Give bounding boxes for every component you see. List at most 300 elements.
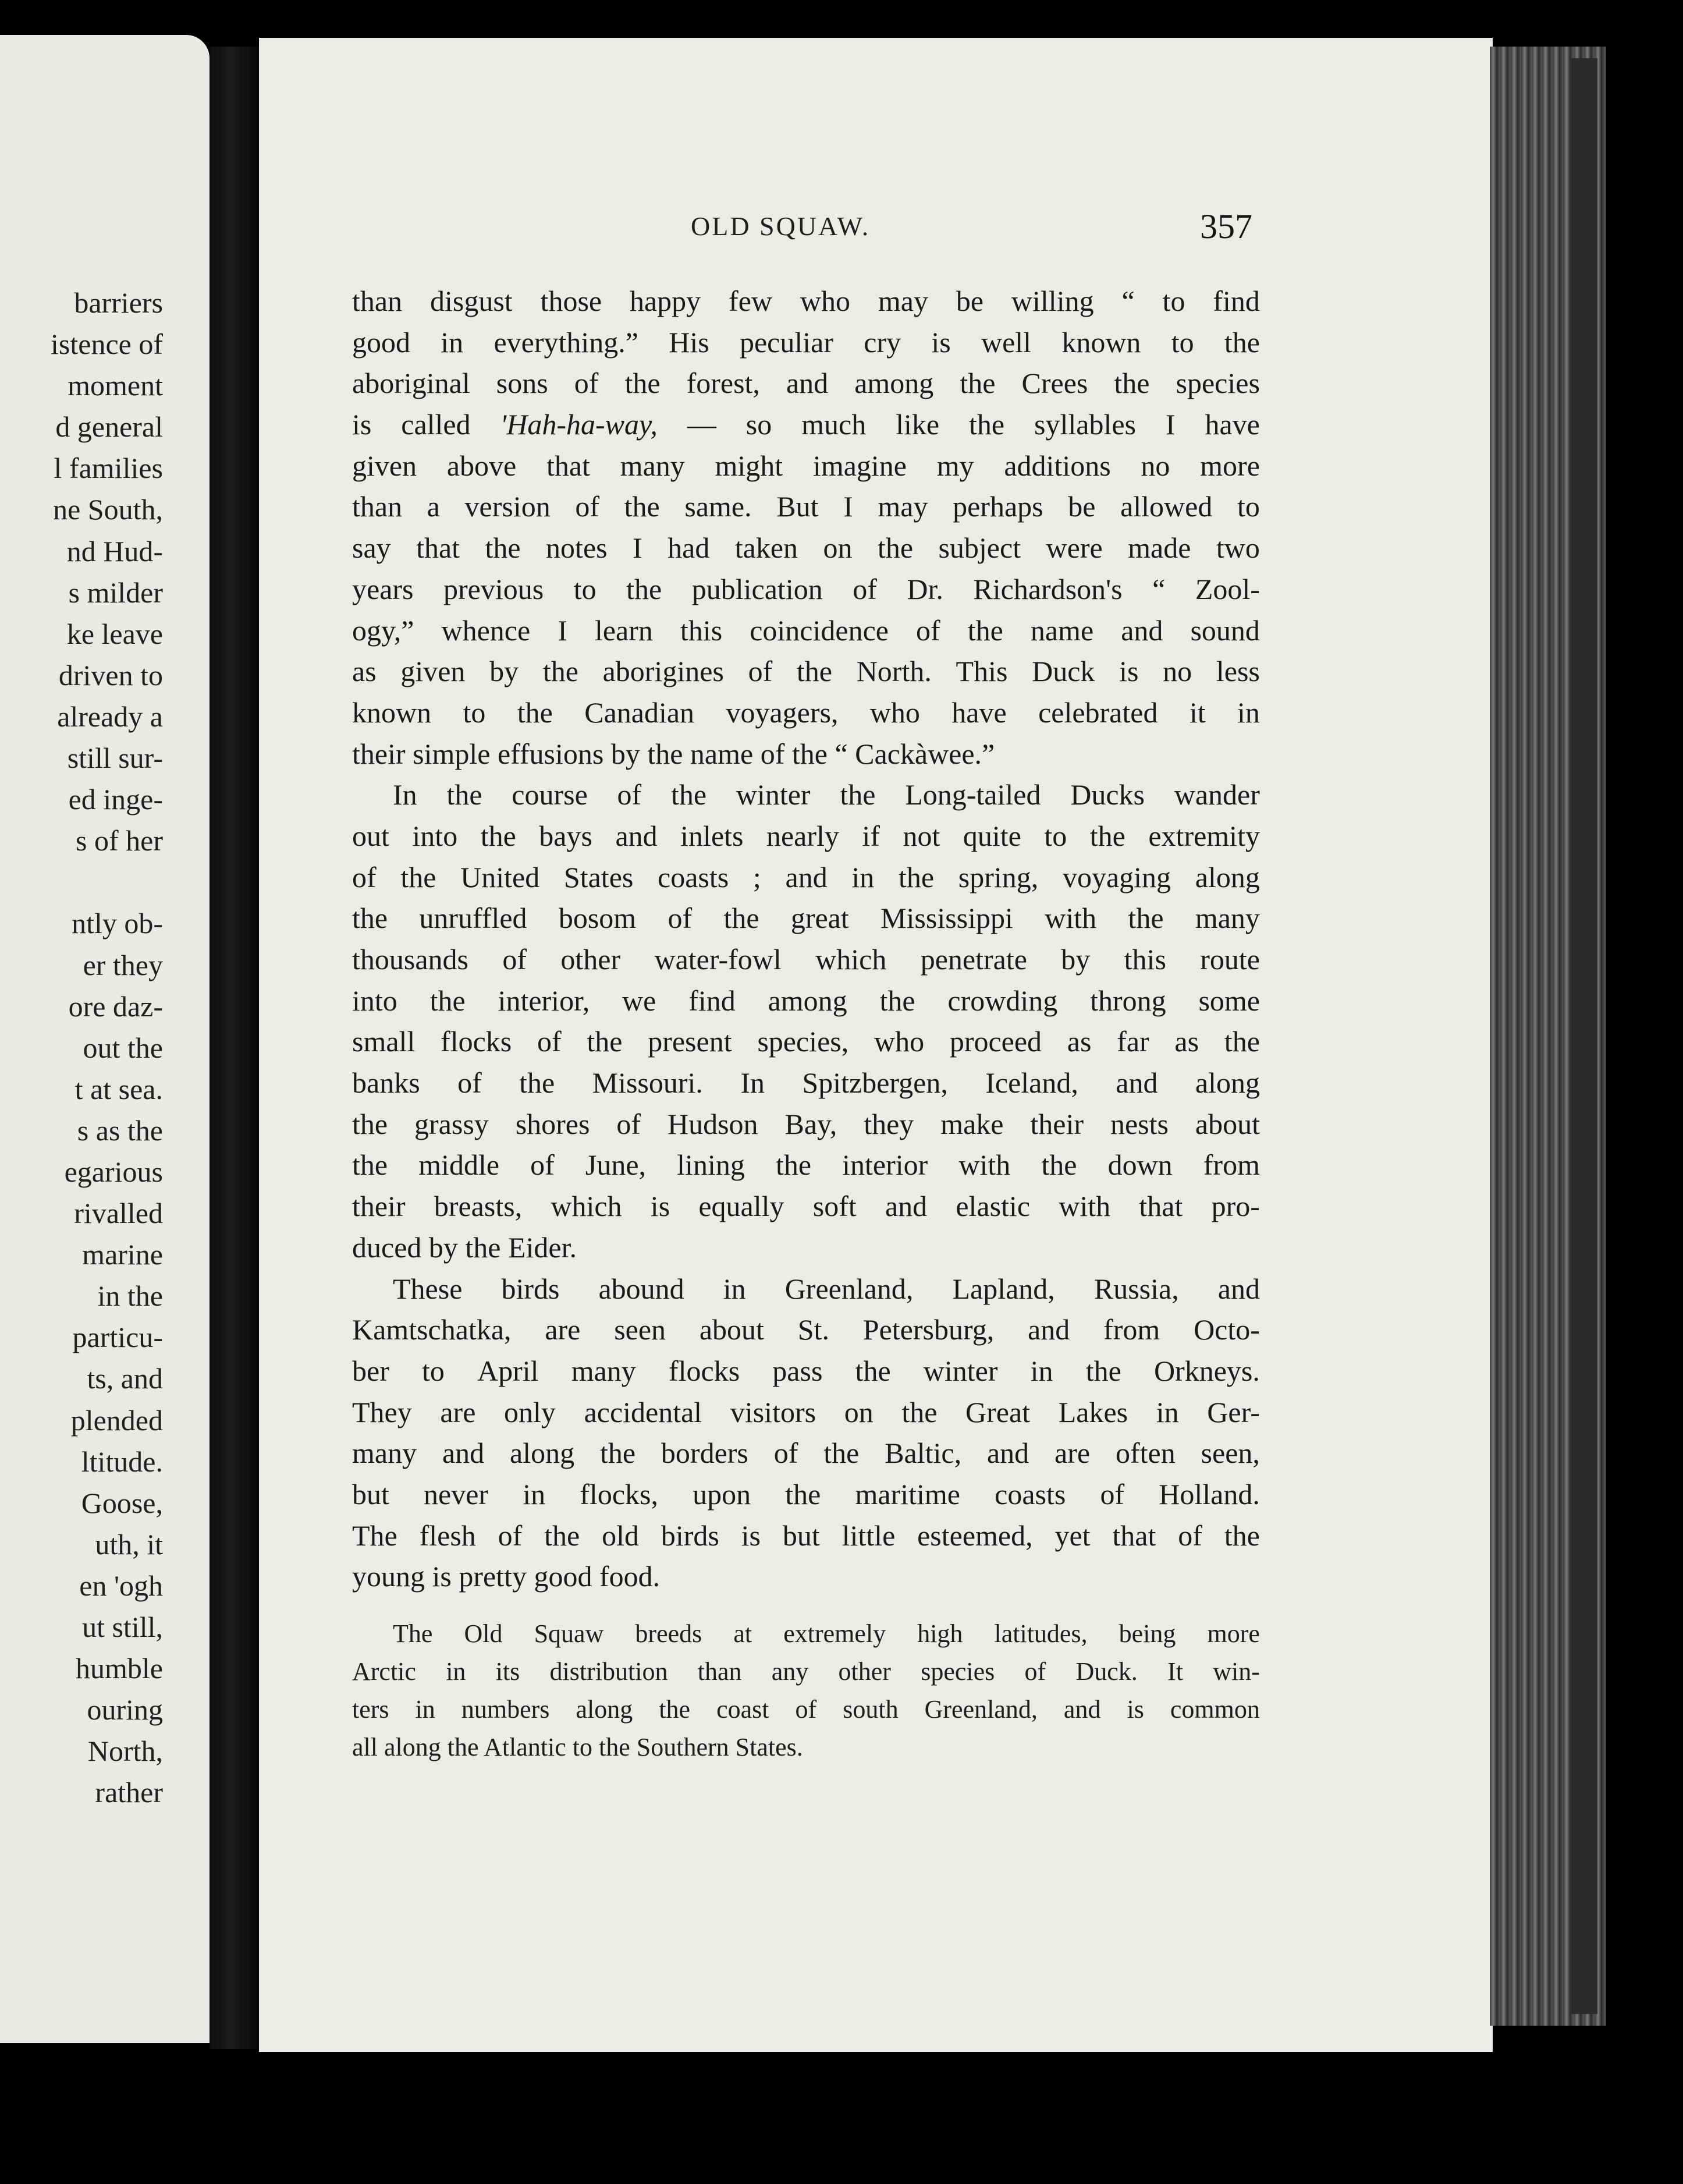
word: quite [963,819,1021,852]
word: flesh [419,1519,476,1552]
word: called [401,408,471,441]
word: of [616,1107,641,1140]
text-line [352,322,1260,363]
word: of [1100,1477,1125,1511]
word: publication [691,572,823,605]
word: coincidence [750,614,889,647]
word: who [869,696,920,729]
word: the [899,860,935,894]
word: of [916,614,940,647]
facing-page-line: North, [87,1735,163,1768]
word: out [352,819,389,852]
word: perhaps [953,490,1043,523]
word: of [352,860,377,894]
word: the [352,1148,388,1182]
word: given [352,449,417,482]
word: in [723,1272,746,1305]
word: throng [1090,984,1166,1017]
facing-page-line: humble [76,1652,163,1685]
word: the [960,367,996,400]
word: Crees [1021,367,1088,400]
word: flocks, [580,1477,658,1511]
word: seen, [1201,1437,1260,1470]
word: Duck [1032,655,1095,688]
word: their [352,1190,406,1223]
word: and [1063,1695,1101,1724]
word: many [620,449,685,482]
word: and [1121,614,1163,647]
word: Bay, [784,1107,837,1140]
word: and [442,1437,485,1470]
running-title: OLD SQUAW. [691,211,871,241]
word: some [1198,984,1260,1017]
facing-page-line: ts, and [87,1362,163,1395]
word: visitors [730,1395,816,1428]
word: pass [772,1354,823,1387]
word: the [969,408,1005,441]
note-line [352,1615,1260,1653]
word: to [1171,325,1194,359]
word: the [1089,819,1125,852]
word: well [981,325,1032,359]
word: of [748,655,773,688]
text-line [352,1144,1260,1186]
word: taken [734,531,798,565]
word: the [775,1148,812,1182]
word: lining [677,1148,745,1182]
word: course [512,778,588,811]
word: the [352,1107,388,1140]
word: Greenland, [784,1272,914,1305]
body-text [352,281,1260,1597]
word: their [1030,1107,1084,1140]
word: but [352,1477,389,1511]
word: the [480,819,516,852]
text-line [352,569,1260,610]
word: and [986,1437,1029,1470]
word: the [1085,1354,1121,1387]
word: penetrate [920,943,1027,976]
word: not [903,819,940,852]
word: than [352,490,403,523]
word: on [844,1395,874,1428]
facing-page-line: ouring [87,1693,163,1726]
word: to [421,1354,445,1387]
word: birds [501,1272,560,1305]
note-line [352,1653,1260,1690]
word: as [1174,1025,1199,1058]
word: His [669,325,709,359]
facing-page-line: rivalled [74,1197,163,1230]
word: bosom [558,902,637,935]
word: happy [629,285,701,317]
facing-page-line: ne South, [53,493,163,526]
word: subject [938,531,1021,565]
word: aboriginal [352,367,470,400]
word: the [823,1437,860,1470]
text-line [352,733,1260,775]
word: accidental [584,1395,702,1428]
book-cover-edge [1571,58,1597,2014]
word: more [1207,1619,1260,1648]
word: Russia, [1093,1272,1179,1305]
word: which [815,943,887,976]
word: by [489,655,519,688]
word: is [650,1190,670,1223]
word: species, [757,1025,849,1058]
word: of [498,1519,523,1552]
word: The [352,1519,397,1552]
facing-page-line: ke leave [66,617,163,650]
word: Iceland, [985,1066,1078,1100]
word: St. [797,1313,829,1346]
word: and [885,1190,928,1223]
word: I [843,490,853,523]
word: imagine [812,449,907,482]
word: they [864,1107,914,1140]
text-line [352,1104,1260,1145]
word: is [1119,655,1139,688]
word: are [1054,1437,1091,1470]
text-line [352,1433,1260,1474]
text-line [352,857,1260,898]
facing-page-line: s milder [68,576,163,609]
facing-page-line: barriers [74,286,163,319]
word: we [622,984,656,1017]
text-line [352,1186,1260,1227]
word: Lakes [1058,1395,1128,1428]
word: find [1213,285,1260,317]
word: that [416,531,460,565]
word: In [740,1066,765,1100]
word: nests [1110,1107,1169,1140]
facing-page-line: uth, it [95,1527,163,1561]
word: interior, [498,984,590,1017]
word: a [427,490,440,523]
facing-page-line: nd Hud- [66,534,163,568]
word: in [851,860,875,894]
word: breeds [635,1619,702,1648]
word: additions [1004,449,1111,482]
word: that [546,449,590,482]
text-line [352,898,1260,939]
word: elastic [956,1190,1031,1223]
word: is [1127,1695,1144,1724]
word: only [504,1395,556,1428]
word: win- [1213,1657,1260,1686]
word: in [1030,1354,1053,1387]
word: willing [1011,285,1094,317]
word: who [874,1025,925,1058]
text-line [352,1515,1260,1557]
facing-page-line: Goose, [81,1486,163,1519]
facing-page-line: en 'ogh [79,1569,163,1602]
word: to [1162,285,1185,317]
word: of [795,1695,817,1724]
facing-page-line: t at sea. [74,1072,163,1105]
word: above [446,449,517,482]
word: Lapland, [952,1272,1055,1305]
word: same. [684,490,752,523]
text-line [352,610,1260,651]
word: among [768,984,847,1017]
word: States [563,860,634,894]
word: I [633,531,642,565]
word: I [558,614,567,647]
word: sound [1190,614,1260,647]
word: shores [515,1107,590,1140]
word: are [440,1395,476,1428]
word: Long-tailed [905,778,1041,811]
note-line-content: all along the Atlantic to the Southern States. [352,1733,803,1761]
word: that [1112,1519,1156,1552]
word: of [853,572,877,605]
word: disgust [429,285,513,317]
word: never [424,1477,489,1511]
word: ters [352,1695,389,1724]
word: the [1041,1148,1077,1182]
word: may [878,490,928,523]
word: North. [856,655,932,688]
facing-page-line: ltitude. [81,1445,163,1478]
word: But [776,490,819,523]
word: Arctic [352,1657,416,1686]
word: and [615,819,658,852]
text-line [352,1350,1260,1392]
word: along [1195,1066,1260,1100]
word: find [688,984,736,1017]
word: in [523,1477,546,1511]
word: maritime [855,1477,960,1511]
word: years [352,572,414,605]
word: into [352,984,397,1017]
word: 'Hah-ha-way, [500,408,658,441]
word: the [544,1519,580,1552]
facing-page-line [0,861,163,903]
word: of [457,1066,482,1100]
text-line [352,363,1260,404]
word: route [1200,943,1260,976]
word: into [412,819,458,852]
word: everything.” [493,325,638,359]
word: Great [965,1395,1031,1428]
text-line-content: their simple effusions by the name of the “ Cackàwee.” [352,737,995,770]
text-line [352,651,1260,692]
text-line [352,816,1260,857]
text-line [352,281,1260,322]
text-line [352,1392,1260,1433]
text-line [352,486,1260,527]
word: were [1046,531,1103,565]
word: by [1061,943,1091,976]
word: water-fowl [654,943,782,976]
word: say [352,531,391,565]
word: the [879,984,915,1017]
word: Ducks [1070,778,1145,811]
facing-page-line: in the [97,1279,163,1313]
word: learn [594,614,653,647]
text-line [352,1227,1260,1268]
word: pro- [1211,1190,1260,1223]
word: which [551,1190,622,1223]
word: winter [736,778,811,811]
facing-page-line: s as the [77,1114,163,1147]
word: be [956,285,984,317]
word: syllables [1034,408,1136,441]
word: the [1224,1025,1260,1058]
word: are [545,1313,581,1346]
facing-page-line: driven to [58,658,163,692]
word: the [967,614,1003,647]
word: than [697,1657,742,1686]
word: and [1116,1066,1158,1100]
word: good [352,325,410,359]
word: the [429,984,466,1017]
word: any [771,1657,809,1686]
word: in [446,1657,466,1686]
word: thousands [352,943,468,976]
word: the [1114,367,1150,400]
word: unruffled [419,902,527,935]
text-line [352,980,1260,1022]
word: among [854,367,934,400]
word: inlets [680,819,744,852]
word: two [1216,531,1260,565]
word: is [741,1519,761,1552]
word: soft [812,1190,857,1223]
word: being [1119,1619,1176,1648]
word: be [1068,490,1096,523]
word: ; [752,860,761,894]
word: this [1124,943,1166,976]
word: the [519,1066,555,1100]
word: with [1045,902,1097,935]
word: Dr. [907,572,943,605]
editor-note [352,1615,1260,1766]
word: voyagers, [726,696,839,729]
word: extremity [1148,819,1260,852]
word: the [352,902,388,935]
word: seen [614,1313,666,1346]
word: wander [1174,778,1260,811]
word: winter [923,1354,998,1387]
word: the [670,778,707,811]
word: and [785,860,828,894]
word: and [1217,1272,1260,1305]
word: April [477,1354,539,1387]
word: but [782,1519,820,1552]
book-gutter [210,47,262,2049]
text-line-content: young is pretty good food. [352,1560,661,1593]
word: its [495,1657,520,1686]
facing-page-line: s of her [76,824,163,857]
word: the [659,1695,691,1724]
facing-page-line: ut still, [82,1611,163,1643]
word: this [680,614,723,647]
word: — [687,408,716,441]
word: no [1141,449,1170,482]
word: They [352,1395,412,1428]
word: Holland. [1159,1477,1260,1511]
word: the [446,778,482,811]
word: the [901,1395,938,1428]
word: and [1028,1313,1070,1346]
word: species [1176,367,1260,400]
facing-page-text [0,282,163,1813]
word: whence [441,614,531,647]
text-line-content: duced by the Eider. [352,1231,577,1264]
word: those [540,285,602,317]
facing-page-line: er they [83,948,163,981]
word: about [699,1313,764,1346]
word: Orkneys. [1153,1354,1260,1387]
word: had [667,531,710,565]
word: that [1139,1190,1183,1223]
word: more [1200,449,1260,482]
word: known [1061,325,1141,359]
word: from [1203,1148,1260,1182]
note-line [352,1690,1260,1728]
word: Spitzbergen, [802,1066,948,1100]
word: distribution [549,1657,668,1686]
word: of [1024,1657,1046,1686]
word: the [624,367,661,400]
word: of [575,490,600,523]
word: have [1205,408,1260,441]
text-line [352,445,1260,487]
word: aborigines [602,655,724,688]
word: middle [418,1148,500,1182]
word: “ [1152,572,1166,605]
note-line [352,1728,1260,1766]
word: grassy [414,1107,489,1140]
word: far [1117,1025,1149,1058]
word: as [352,655,377,688]
text-line [352,1268,1260,1310]
word: south [843,1695,899,1724]
word: Greenland, [924,1695,1038,1724]
word: many [571,1354,636,1387]
word: proceed [949,1025,1042,1058]
word: of [537,1025,562,1058]
word: the [626,572,662,605]
page-number: 357 [1200,207,1252,246]
word: about [1195,1107,1260,1140]
word: upon [693,1477,751,1511]
word: present [648,1025,732,1058]
word: forest, [686,367,760,400]
text-line [352,774,1260,816]
word: the [587,1025,623,1058]
word: of [502,943,527,976]
word: Hudson [667,1107,758,1140]
word: celebrated [1038,696,1158,729]
facing-page-line: moment [68,369,163,402]
text-line [352,939,1260,980]
word: down [1107,1148,1173,1182]
word: to [573,572,596,605]
word: the [624,490,660,523]
word: my [936,449,974,482]
facing-page-line: ntly ob- [72,907,163,940]
word: birds [661,1519,719,1552]
word: the [542,655,578,688]
word: the [517,696,553,729]
word: of [617,778,642,811]
word: great [790,902,849,935]
facing-page-line: ed inge- [68,783,163,816]
word: in [415,1695,435,1724]
